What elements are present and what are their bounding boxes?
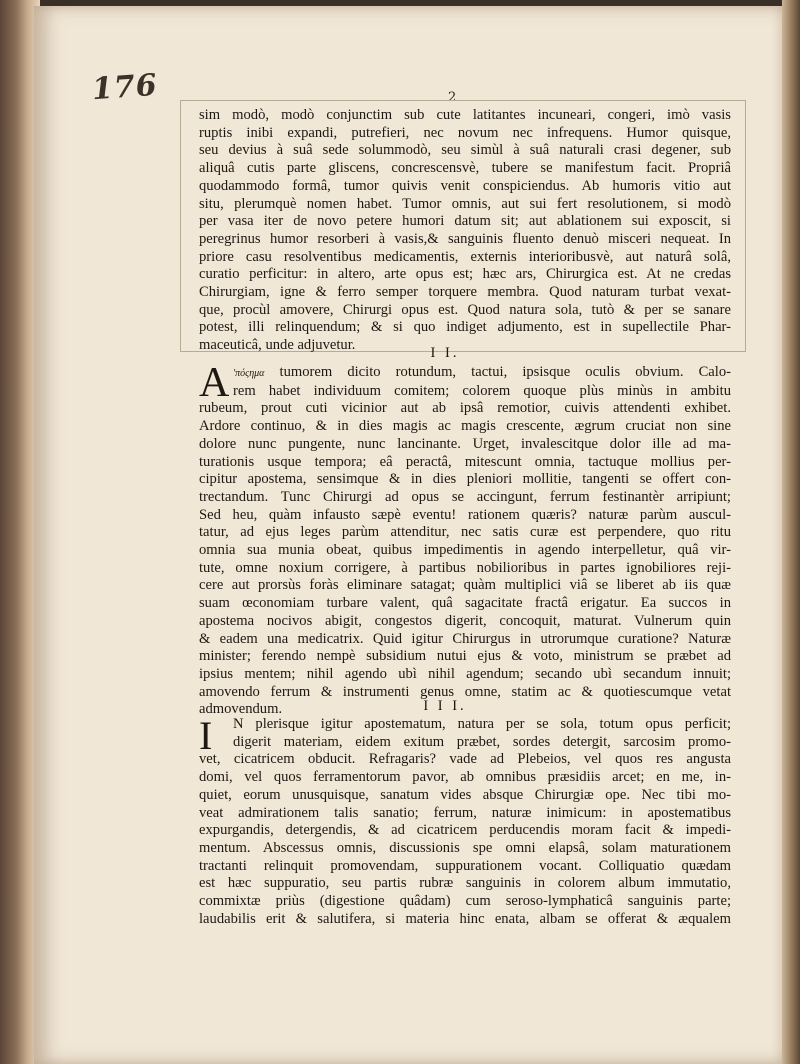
text-line: & eadem una medicatrix. Quid igitur Chirurgus in utrorumque curatione? Naturæ: [199, 630, 731, 647]
text-line: sim modò, modò conjunctim sub cute latitantes incuneari, congeri, imò vasis: [199, 107, 731, 123]
text-line: potest, illi relinquendum; & si quo indiget adjumento, est in supellectile Phar-: [199, 319, 731, 336]
text-line: [199, 364, 731, 383]
text-line: veat admirationem talis sanatio; ferrum, naturæ inimicum: in apostematibus: [199, 804, 731, 821]
text-line: omnia sua munia obeat, quibus impedimentis in agendo interpelletur, quâ vir-: [199, 542, 731, 559]
text-line: rem habet individuum comitem; colorem quoque plùs minùs in ambitu: [233, 382, 731, 399]
text-line: Sed heu, quàm infausto sæpè eventu! rationem quæris? naturæ parùm auscul-: [199, 506, 731, 523]
paragraph-2: [199, 360, 731, 719]
text-line: N plerisque igitur apostematum, natura per se sola, totum opus perficit;: [233, 716, 731, 732]
text-line: situ, plerumquè nomen habet. Tumor omnis, aut sui fert resolutionem, si modò: [199, 195, 731, 212]
text-line: admovendum.: [199, 701, 283, 718]
text-line: tute, omne noxium corrigere, à partibus nobilioribus in partes ignobiliores reji-: [199, 559, 731, 576]
text-line: est hæc suppuratio, seu partis rubræ sanguinis in colorem album immutatio,: [199, 875, 731, 892]
text-line: curatio perficitur: in altero, arte opus est; hæc ars, Chirurgica est. At ne credas: [199, 266, 731, 283]
drop-cap-a: A: [199, 360, 230, 406]
text-line: tatur, ad ejus leges parùm attenditur, nec satis curæ est perpendere, quo ritu: [199, 524, 731, 541]
text-line: aliquâ cutis parte gliscens, concrescensvè, tubere se manifestum facit. Propriâ: [199, 160, 731, 177]
text-line: quiet, eorum unusquisque, sanatum vides absque Chirurgiæ ope. Nec tibi mo-: [199, 786, 731, 803]
text-line: apostema nocivos abigit, congestos digerit, concoquit, maturat. Vulnerum quin: [199, 612, 731, 629]
text-line: priore casu resolventibus medicamentis, externis interioribusvè, aut naturâ solâ,: [199, 248, 731, 265]
text-line: amovendo ferrum & instrumenti genus omne, statim ac & quotiescumque vetat: [199, 683, 731, 700]
text-line: maceuticâ, unde adjuvetur.: [199, 337, 356, 354]
text-line: tractanti relinquit promovendam, suppurationem vocant. Colliquatio quædam: [199, 857, 731, 874]
text-line: ruptis inibi expandi, putrefieri, nec novum nec infrequens. Humor quisque,: [199, 124, 731, 141]
paragraph-1: [199, 107, 731, 355]
text-line: dolore nunc pungente, nunc lancinante. Urget, invalescitque dolor ille ad ma-: [199, 435, 731, 452]
text-line: turationis usque tempora; eâ peractâ, mitescunt omnia, tactuque mollius per-: [199, 453, 731, 470]
text-line: suam œconomiam turbare valent, quâ sagacitate fractâ erigatur. Ea succos in: [199, 595, 731, 612]
text-line: Chirurgiam, igne & ferro semper torquere membra. Quod naturam turbat vexat-: [199, 284, 731, 301]
text-line: domi, vel quos ferramentorum pavor, ab omnibus præsidiis arcet; en me, in-: [199, 769, 731, 786]
text-line: rubeum, prout cuti vicinior aut ab ipsâ remotior, cuivis attendenti exhibet.: [199, 400, 731, 417]
text-line: trectandum. Tunc Chirurgi ad opus se accingunt, ferrum festinantèr arripiunt;: [199, 488, 731, 505]
greek-word: 'πόςημα: [233, 368, 265, 379]
text-line: laudabilis erit & salutifera, si materia hinc enata, albam se offerat & æqualem: [199, 910, 731, 927]
paragraph-3: [199, 713, 731, 928]
text-line: Ardore continuo, & in dies magis ac magis crescente, ægrum cruciat non sine: [199, 418, 731, 435]
text-line: ipsius mentem; nihil agendo ubì nihil agendum; secando ubì secandum innuit;: [199, 665, 731, 682]
text-line: vet, cicatricem obducit. Refragaris? vade ad Plebeios, vel quos res angusta: [199, 751, 731, 768]
text-line: expurgandis, detergendis, & ad cicatricem perducendis moram facit & impedi-: [199, 822, 731, 839]
text-line: commixtæ priùs (digestione quâdam) cum seroso-lymphaticâ sanguinis parte;: [199, 893, 731, 910]
text-line: minister; ferendo nempè subsidium nutui ejus & voto, ministrum se præbet ad: [199, 648, 731, 665]
text-line: cipitur apostema, sensimque & in dies pleniori mollitie, tangenti se offert con-: [199, 471, 731, 488]
text-line: per vasa iter de novo petere humori datum sit; aut ablationem sui exposcit, si: [199, 213, 731, 230]
text-line: que, procùl amovere, Chirurgi opus est. Quod natura sola, tutò & per se sanare: [199, 301, 731, 318]
text-line: mentum. Abscessus omnis, discussionis spe omni elapsâ, solam maturationem: [199, 839, 731, 856]
first-line-text: tumorem dicito rotundum, tactui, ipsisque oculis obvium. Calo-: [279, 364, 731, 380]
text-line: digerit materiam, eidem exitum præbet, sordes detergit, sarcosim promo-: [233, 733, 731, 750]
text-line: seu devius à suâ sede solummodò, seu simùl à suâ naturali crasi degener, sub: [199, 142, 731, 159]
text-line: peregrinus humor resorberi à vasis,& sanguinis fluento denuò misceri nequeat. In: [199, 230, 731, 247]
page-fore-edge: [782, 0, 800, 1064]
text-line: cere aut prorsùs foràs eliminare satagat; quàm multiplici viâ se liberet ab iis quæ: [199, 577, 731, 594]
section-heading-2: I I.: [430, 345, 460, 361]
drop-cap-i: I: [199, 713, 213, 758]
handwritten-folio-number: 176: [90, 67, 159, 108]
section-heading-3: I I I.: [423, 698, 467, 714]
page-signature: 2: [448, 90, 457, 105]
text-line: quodammodo formâ, tumor quivis venit conspiciendus. Ab humoris vitio aut: [199, 177, 731, 194]
